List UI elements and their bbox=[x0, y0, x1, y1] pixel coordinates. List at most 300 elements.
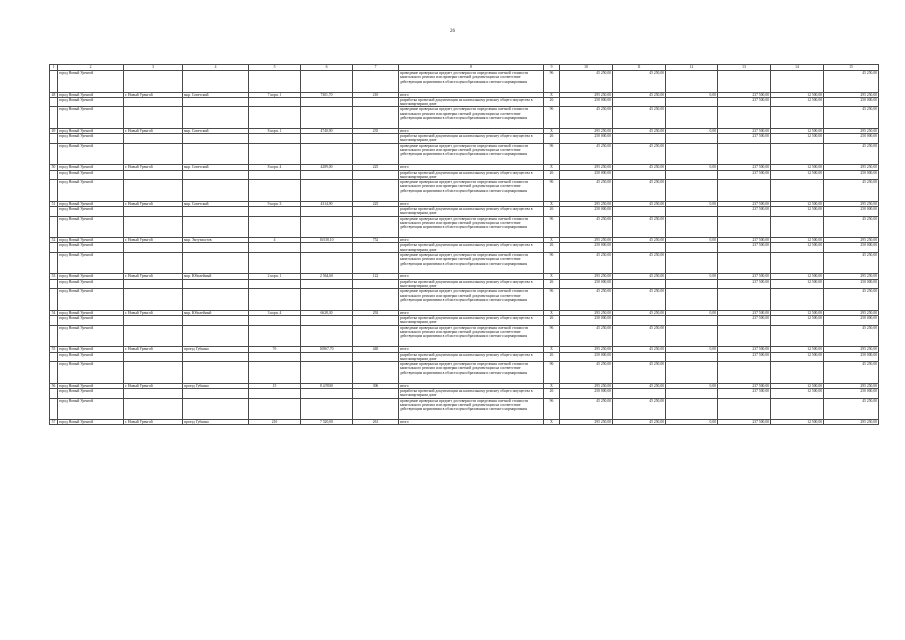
table-cell: 225 bbox=[353, 165, 399, 170]
table-cell: 237 500,00 bbox=[718, 279, 771, 289]
table-cell: 26 bbox=[544, 97, 560, 107]
table-cell bbox=[771, 252, 824, 274]
table-cell: 96 bbox=[544, 107, 560, 129]
table-cell bbox=[124, 243, 183, 253]
table-cell: город Новый Уренгой bbox=[58, 143, 124, 165]
table-cell: итого bbox=[399, 347, 544, 352]
table-cell bbox=[353, 362, 399, 384]
table-cell: 250 000,00 bbox=[824, 243, 879, 253]
table-cell bbox=[124, 279, 183, 289]
table-cell bbox=[249, 180, 301, 202]
table-cell bbox=[124, 325, 183, 347]
table-cell: 12 500,00 bbox=[771, 279, 824, 289]
table-cell: 56 bbox=[50, 383, 58, 388]
table-cell bbox=[666, 388, 718, 398]
table-cell: 0,00 bbox=[666, 92, 718, 97]
table-cell: 12 500,00 bbox=[771, 170, 824, 180]
table-cell: мкр. Энтузиастов bbox=[183, 238, 249, 243]
table-cell: 45 250,00 bbox=[560, 289, 613, 311]
table-cell: 26 bbox=[544, 243, 560, 253]
table-cell: город Новый Уренгой bbox=[58, 252, 124, 274]
table-cell: 45 250,00 bbox=[613, 92, 666, 97]
table-cell: 237 500,00 bbox=[718, 316, 771, 326]
table-cell bbox=[353, 216, 399, 238]
table-cell: 295 250,00 bbox=[560, 347, 613, 352]
table-cell: 210 bbox=[353, 92, 399, 97]
table-cell bbox=[249, 388, 301, 398]
table-cell: г. Новый Уренгой bbox=[124, 92, 183, 97]
table-cell: итого bbox=[399, 165, 544, 170]
table-cell: 122 bbox=[353, 274, 399, 279]
table-cell: разработка проектной документации на капитальному ремонту общего имущества в многоквартирном доме bbox=[399, 97, 544, 107]
table-cell: 237 500,00 bbox=[718, 97, 771, 107]
column-header-11: 11 bbox=[613, 65, 666, 71]
table-cell bbox=[353, 143, 399, 165]
table-cell: 12 500,00 bbox=[771, 238, 824, 243]
table-cell bbox=[183, 143, 249, 165]
column-header-14: 14 bbox=[771, 65, 824, 71]
table-cell: 26 bbox=[544, 388, 560, 398]
table-cell bbox=[183, 388, 249, 398]
table-cell: мкр. Советский bbox=[183, 92, 249, 97]
table-cell: проезд Губкина bbox=[183, 420, 249, 425]
column-header-10: 10 bbox=[560, 65, 613, 71]
table-cell bbox=[666, 289, 718, 311]
table-row bbox=[50, 216, 879, 238]
table-cell: проведение проверки на предмет достоверности определения сметной стоимости капитального ремонта или проверки сметной документации на соответствие действующим нормативам в области ценообразования и сметного нормирования bbox=[399, 325, 544, 347]
table-cell bbox=[183, 243, 249, 253]
column-header-12: 12 bbox=[666, 65, 718, 71]
table-cell: 250 000,00 bbox=[560, 97, 613, 107]
column-header-1: 1 bbox=[50, 65, 58, 71]
table-cell bbox=[666, 252, 718, 274]
table-cell: 45 250,00 bbox=[613, 398, 666, 420]
table-cell: 26 bbox=[544, 134, 560, 144]
table-cell: 15 bbox=[249, 383, 301, 388]
table-cell bbox=[771, 325, 824, 347]
table-cell: разработка проектной документации на капитальному ремонту общего имущества в многоквартирном доме bbox=[399, 388, 544, 398]
table-cell bbox=[301, 206, 353, 216]
table-row bbox=[50, 170, 879, 180]
table-cell: город Новый Уренгой bbox=[58, 243, 124, 253]
table-cell bbox=[666, 97, 718, 107]
table-cell: город Новый Уренгой bbox=[58, 238, 124, 243]
table-cell: 16538,10 bbox=[301, 238, 353, 243]
table-cell: итого bbox=[399, 310, 544, 315]
table-cell: 250 000,00 bbox=[824, 279, 879, 289]
table-cell bbox=[50, 316, 58, 326]
table-cell: г. Новый Уренгой bbox=[124, 201, 183, 206]
table-cell bbox=[718, 143, 771, 165]
column-header-15: 15 bbox=[824, 65, 879, 71]
table-cell: 53 bbox=[50, 274, 58, 279]
table-cell: 250 000,00 bbox=[824, 97, 879, 107]
table-cell bbox=[353, 352, 399, 362]
table-cell: Х bbox=[544, 310, 560, 315]
table-cell: 12 500,00 bbox=[771, 128, 824, 133]
table-cell: 52 bbox=[50, 238, 58, 243]
table-cell: 45 250,00 bbox=[560, 180, 613, 202]
table-row bbox=[50, 420, 879, 425]
table-cell bbox=[50, 289, 58, 311]
table-cell bbox=[613, 206, 666, 216]
table-cell: 45 250,00 bbox=[613, 107, 666, 129]
table-cell: 12 500,00 bbox=[771, 201, 824, 206]
table-cell bbox=[183, 316, 249, 326]
table-cell bbox=[613, 243, 666, 253]
table-cell bbox=[50, 352, 58, 362]
table-cell: 12 500,00 bbox=[771, 134, 824, 144]
table-cell: 45 250,00 bbox=[824, 180, 879, 202]
table-cell: 0,00 bbox=[666, 238, 718, 243]
table-cell: 45 250,00 bbox=[613, 128, 666, 133]
table-cell: 0,00 bbox=[666, 201, 718, 206]
table-cell: разработка проектной документации на капитальному ремонту общего имущества в многоквартирном доме bbox=[399, 352, 544, 362]
table-cell: 7б bbox=[249, 347, 301, 352]
table-cell bbox=[666, 71, 718, 93]
table-cell: 295 250,00 bbox=[824, 347, 879, 352]
table-cell bbox=[50, 97, 58, 107]
table-cell: итого bbox=[399, 92, 544, 97]
table-cell bbox=[183, 180, 249, 202]
table-cell bbox=[50, 388, 58, 398]
table-cell: город Новый Уренгой bbox=[58, 107, 124, 129]
table-cell bbox=[353, 325, 399, 347]
table-cell: 237 500,00 bbox=[718, 310, 771, 315]
table-cell: 45 250,00 bbox=[560, 252, 613, 274]
table-cell bbox=[353, 180, 399, 202]
page-number: 26 bbox=[450, 29, 455, 34]
table-cell bbox=[613, 170, 666, 180]
table-cell: 2 564,60 bbox=[301, 274, 353, 279]
table-cell bbox=[249, 252, 301, 274]
table-cell: 57 bbox=[50, 420, 58, 425]
table-cell: 4 bbox=[249, 238, 301, 243]
table-cell: 0,00 bbox=[666, 274, 718, 279]
column-header-9: 9 bbox=[544, 65, 560, 71]
table-cell: 45 250,00 bbox=[613, 252, 666, 274]
table-cell bbox=[50, 279, 58, 289]
table-row bbox=[50, 143, 879, 165]
table-cell bbox=[124, 107, 183, 129]
table-cell bbox=[353, 279, 399, 289]
table-cell bbox=[771, 289, 824, 311]
table-cell: город Новый Уренгой bbox=[58, 134, 124, 144]
table-cell bbox=[301, 252, 353, 274]
table-cell: 250 000,00 bbox=[560, 243, 613, 253]
table-cell: 0,00 bbox=[666, 383, 718, 388]
table-cell bbox=[301, 134, 353, 144]
table-cell bbox=[718, 289, 771, 311]
table-cell bbox=[771, 362, 824, 384]
table-cell: 12 500,00 bbox=[771, 165, 824, 170]
table-cell: 12 500,00 bbox=[771, 383, 824, 388]
table-cell: 45 250,00 bbox=[824, 289, 879, 311]
table-cell bbox=[124, 170, 183, 180]
table-cell: г. Новый Уренгой bbox=[124, 347, 183, 352]
table-cell bbox=[50, 216, 58, 238]
table-cell: 237 500,00 bbox=[718, 274, 771, 279]
table-cell: 237 500,00 bbox=[718, 170, 771, 180]
table-cell: 45 250,00 bbox=[613, 180, 666, 202]
table-cell: 96 bbox=[544, 398, 560, 420]
table-cell: проведение проверки на предмет достоверности определения сметной стоимости капитального ремонта или проверки сметной документации на соответствие действующим нормативам в области ценообразования и сметного нормирования bbox=[399, 71, 544, 93]
table-cell: 295 250,00 bbox=[824, 201, 879, 206]
table-cell: 237 500,00 bbox=[718, 206, 771, 216]
table-cell bbox=[183, 134, 249, 144]
table-cell: проведение проверки на предмет достоверности определения сметной стоимости капитального ремонта или проверки сметной документации на соответствие действующим нормативам в области ценообразования и сметного нормирования bbox=[399, 216, 544, 238]
table-cell: 8 корп. 1 bbox=[249, 128, 301, 133]
table-cell: г. Новый Уренгой bbox=[124, 310, 183, 315]
table-cell bbox=[301, 243, 353, 253]
table-cell bbox=[666, 134, 718, 144]
table-cell: 6628,30 bbox=[301, 310, 353, 315]
table-cell: итого bbox=[399, 238, 544, 243]
table-cell bbox=[301, 316, 353, 326]
table-cell bbox=[50, 325, 58, 347]
table-cell: 45 250,00 bbox=[613, 143, 666, 165]
table-cell: 96 bbox=[544, 325, 560, 347]
table-cell: 237 500,00 bbox=[718, 92, 771, 97]
table-cell: 237 500,00 bbox=[718, 165, 771, 170]
table-cell: 237 500,00 bbox=[718, 243, 771, 253]
table-cell: 250 000,00 bbox=[560, 388, 613, 398]
table-cell: 237 500,00 bbox=[718, 134, 771, 144]
table-row bbox=[50, 325, 879, 347]
table-cell: 45 250,00 bbox=[613, 289, 666, 311]
table-cell bbox=[353, 206, 399, 216]
table-cell bbox=[50, 180, 58, 202]
table-row bbox=[50, 243, 879, 253]
table-cell: город Новый Уренгой bbox=[58, 170, 124, 180]
table-cell: город Новый Уренгой bbox=[58, 310, 124, 315]
table-cell: 45 250,00 bbox=[560, 216, 613, 238]
table-cell bbox=[353, 170, 399, 180]
table-cell: 45 250,00 bbox=[824, 107, 879, 129]
table-cell bbox=[301, 170, 353, 180]
table-cell bbox=[666, 180, 718, 202]
table-cell bbox=[124, 316, 183, 326]
table-cell: город Новый Уренгой bbox=[58, 92, 124, 97]
table-cell bbox=[301, 107, 353, 129]
table-cell: 50 bbox=[50, 165, 58, 170]
table-cell: 250 000,00 bbox=[824, 134, 879, 144]
table-cell: разработка проектной документации на капитальному ремонту общего имущества в многоквартирном доме bbox=[399, 243, 544, 253]
table-cell: 45 250,00 bbox=[613, 71, 666, 93]
table-cell bbox=[613, 352, 666, 362]
table-row bbox=[50, 180, 879, 202]
table-cell bbox=[249, 143, 301, 165]
table-cell: 45 250,00 bbox=[613, 325, 666, 347]
table-cell: 45 250,00 bbox=[613, 165, 666, 170]
table-cell bbox=[50, 362, 58, 384]
table-cell: 45 250,00 bbox=[613, 362, 666, 384]
table-cell bbox=[771, 216, 824, 238]
table-cell: 96 bbox=[544, 216, 560, 238]
table-cell bbox=[301, 180, 353, 202]
table-cell: 7 корп. 1 bbox=[249, 92, 301, 97]
table-cell bbox=[183, 352, 249, 362]
table-cell bbox=[353, 388, 399, 398]
table-cell bbox=[301, 398, 353, 420]
table-cell: 250 000,00 bbox=[560, 352, 613, 362]
table-cell: 237 500,00 bbox=[718, 352, 771, 362]
table-cell bbox=[50, 170, 58, 180]
table-cell: 295 250,00 bbox=[824, 383, 879, 388]
table-cell: 235 bbox=[353, 128, 399, 133]
table-cell: 250 000,00 bbox=[560, 206, 613, 216]
table-cell bbox=[771, 107, 824, 129]
table-cell: Х bbox=[544, 274, 560, 279]
table-cell: 440 bbox=[353, 347, 399, 352]
table-cell: разработка проектной документации на капитальному ремонту общего имущества в многоквартирном доме bbox=[399, 170, 544, 180]
table-cell bbox=[124, 97, 183, 107]
capital-repair-table bbox=[49, 64, 879, 425]
table-cell: 45 250,00 bbox=[824, 325, 879, 347]
table-cell: 9 корп. 3 bbox=[249, 201, 301, 206]
table-cell: 0,00 bbox=[666, 420, 718, 425]
table-cell bbox=[718, 252, 771, 274]
table-cell: 12 500,00 bbox=[771, 347, 824, 352]
table-cell: 12 500,00 bbox=[771, 206, 824, 216]
column-header-5: 5 bbox=[249, 65, 301, 71]
table-cell: 96 bbox=[544, 143, 560, 165]
table-cell: город Новый Уренгой bbox=[58, 180, 124, 202]
table-cell: 45 250,00 bbox=[613, 238, 666, 243]
table-cell: Х bbox=[544, 201, 560, 206]
table-cell: 45 250,00 bbox=[560, 362, 613, 384]
table-cell: мкр. Юбилейный bbox=[183, 310, 249, 315]
table-cell: 45 250,00 bbox=[560, 325, 613, 347]
table-cell: 295 250,00 bbox=[824, 310, 879, 315]
table-cell bbox=[249, 279, 301, 289]
table-cell bbox=[124, 216, 183, 238]
table-cell bbox=[183, 71, 249, 93]
table-cell bbox=[718, 107, 771, 129]
table-cell: 45 250,00 bbox=[824, 252, 879, 274]
table-cell: 3 корп. 4 bbox=[249, 310, 301, 315]
table-cell: проведение проверки на предмет достоверности определения сметной стоимости капитального ремонта или проверки сметной документации на соответствие действующим нормативам в области ценообразования и сметного нормирования bbox=[399, 289, 544, 311]
table-cell bbox=[124, 134, 183, 144]
table-cell: 752 bbox=[353, 238, 399, 243]
table-cell: 0,00 bbox=[666, 128, 718, 133]
table-cell: итого bbox=[399, 383, 544, 388]
table-cell bbox=[124, 143, 183, 165]
table-cell: 45 250,00 bbox=[613, 201, 666, 206]
table-cell bbox=[666, 143, 718, 165]
table-cell bbox=[353, 134, 399, 144]
table-cell bbox=[613, 388, 666, 398]
column-header-8: 8 bbox=[399, 65, 544, 71]
table-cell: 12 500,00 bbox=[771, 388, 824, 398]
table-cell: 237 500,00 bbox=[718, 388, 771, 398]
table-cell bbox=[666, 316, 718, 326]
table-cell bbox=[249, 71, 301, 93]
table-cell: 0,00 bbox=[666, 165, 718, 170]
table-cell: 261 bbox=[353, 420, 399, 425]
table-cell bbox=[666, 206, 718, 216]
table-cell bbox=[249, 316, 301, 326]
table-cell: 250 000,00 bbox=[560, 279, 613, 289]
table-cell bbox=[124, 252, 183, 274]
table-cell: проведение проверки на предмет достоверности определения сметной стоимости капитального ремонта или проверки сметной документации на соответствие действующим нормативам в области ценообразования и сметного нормирования bbox=[399, 107, 544, 129]
table-cell: проведение проверки на предмет достоверности определения сметной стоимости капитального ремонта или проверки сметной документации на соответствие действующим нормативам в области ценообразования и сметного нормирования bbox=[399, 180, 544, 202]
table-cell: 48 bbox=[50, 92, 58, 97]
table-cell bbox=[124, 388, 183, 398]
table-row bbox=[50, 289, 879, 311]
table-cell: 45 250,00 bbox=[824, 216, 879, 238]
table-cell: г. Новый Уренгой bbox=[124, 274, 183, 279]
table-cell: город Новый Уренгой bbox=[58, 388, 124, 398]
table-cell: город Новый Уренгой bbox=[58, 362, 124, 384]
table-cell bbox=[183, 279, 249, 289]
table-cell bbox=[249, 216, 301, 238]
table-cell bbox=[353, 252, 399, 274]
table-cell bbox=[771, 180, 824, 202]
table-cell bbox=[183, 289, 249, 311]
table-cell: Х bbox=[544, 92, 560, 97]
table-cell bbox=[249, 170, 301, 180]
table-cell: 250 000,00 bbox=[824, 316, 879, 326]
table-cell: 225 bbox=[353, 201, 399, 206]
table-cell bbox=[353, 289, 399, 311]
table-cell: 45 250,00 bbox=[560, 107, 613, 129]
table-cell: 8 корп. 4 bbox=[249, 165, 301, 170]
table-cell bbox=[353, 243, 399, 253]
table-cell: 7301,70 bbox=[301, 92, 353, 97]
table-cell bbox=[353, 398, 399, 420]
table-cell bbox=[666, 362, 718, 384]
table-cell: город Новый Уренгой bbox=[58, 128, 124, 133]
table-cell: 237 500,00 bbox=[718, 420, 771, 425]
table-cell bbox=[183, 216, 249, 238]
table-cell: 295 250,00 bbox=[560, 274, 613, 279]
table-cell bbox=[353, 316, 399, 326]
table-row bbox=[50, 107, 879, 129]
table-cell: 12 500,00 bbox=[771, 243, 824, 253]
table-row bbox=[50, 97, 879, 107]
table-cell bbox=[249, 134, 301, 144]
table-row bbox=[50, 279, 879, 289]
table-cell bbox=[50, 71, 58, 93]
table-cell: 295 250,00 bbox=[560, 383, 613, 388]
table-cell: проведение проверки на предмет достоверности определения сметной стоимости капитального ремонта или проверки сметной документации на соответствие действующим нормативам в области ценообразования и сметного нормирования bbox=[399, 398, 544, 420]
table-cell bbox=[666, 170, 718, 180]
table-cell: 250 000,00 bbox=[824, 206, 879, 216]
table-cell: 21б bbox=[249, 420, 301, 425]
table-cell bbox=[124, 398, 183, 420]
table-cell: 295 250,00 bbox=[560, 128, 613, 133]
table-cell bbox=[301, 289, 353, 311]
table-cell bbox=[124, 352, 183, 362]
table-row bbox=[50, 388, 879, 398]
table-cell: г. Новый Уренгой bbox=[124, 165, 183, 170]
table-cell bbox=[249, 398, 301, 420]
table-cell: 51 bbox=[50, 201, 58, 206]
table-cell bbox=[301, 143, 353, 165]
table-cell: 250 000,00 bbox=[560, 170, 613, 180]
table-cell: итого bbox=[399, 128, 544, 133]
table-cell: 49 bbox=[50, 128, 58, 133]
table-cell bbox=[50, 398, 58, 420]
table-cell bbox=[183, 206, 249, 216]
table-cell bbox=[50, 143, 58, 165]
column-header-2: 2 bbox=[58, 65, 124, 71]
table-cell bbox=[666, 216, 718, 238]
table-cell: 45 250,00 bbox=[560, 71, 613, 93]
table-cell: 295 250,00 bbox=[560, 420, 613, 425]
table-cell: 4289,00 bbox=[301, 165, 353, 170]
